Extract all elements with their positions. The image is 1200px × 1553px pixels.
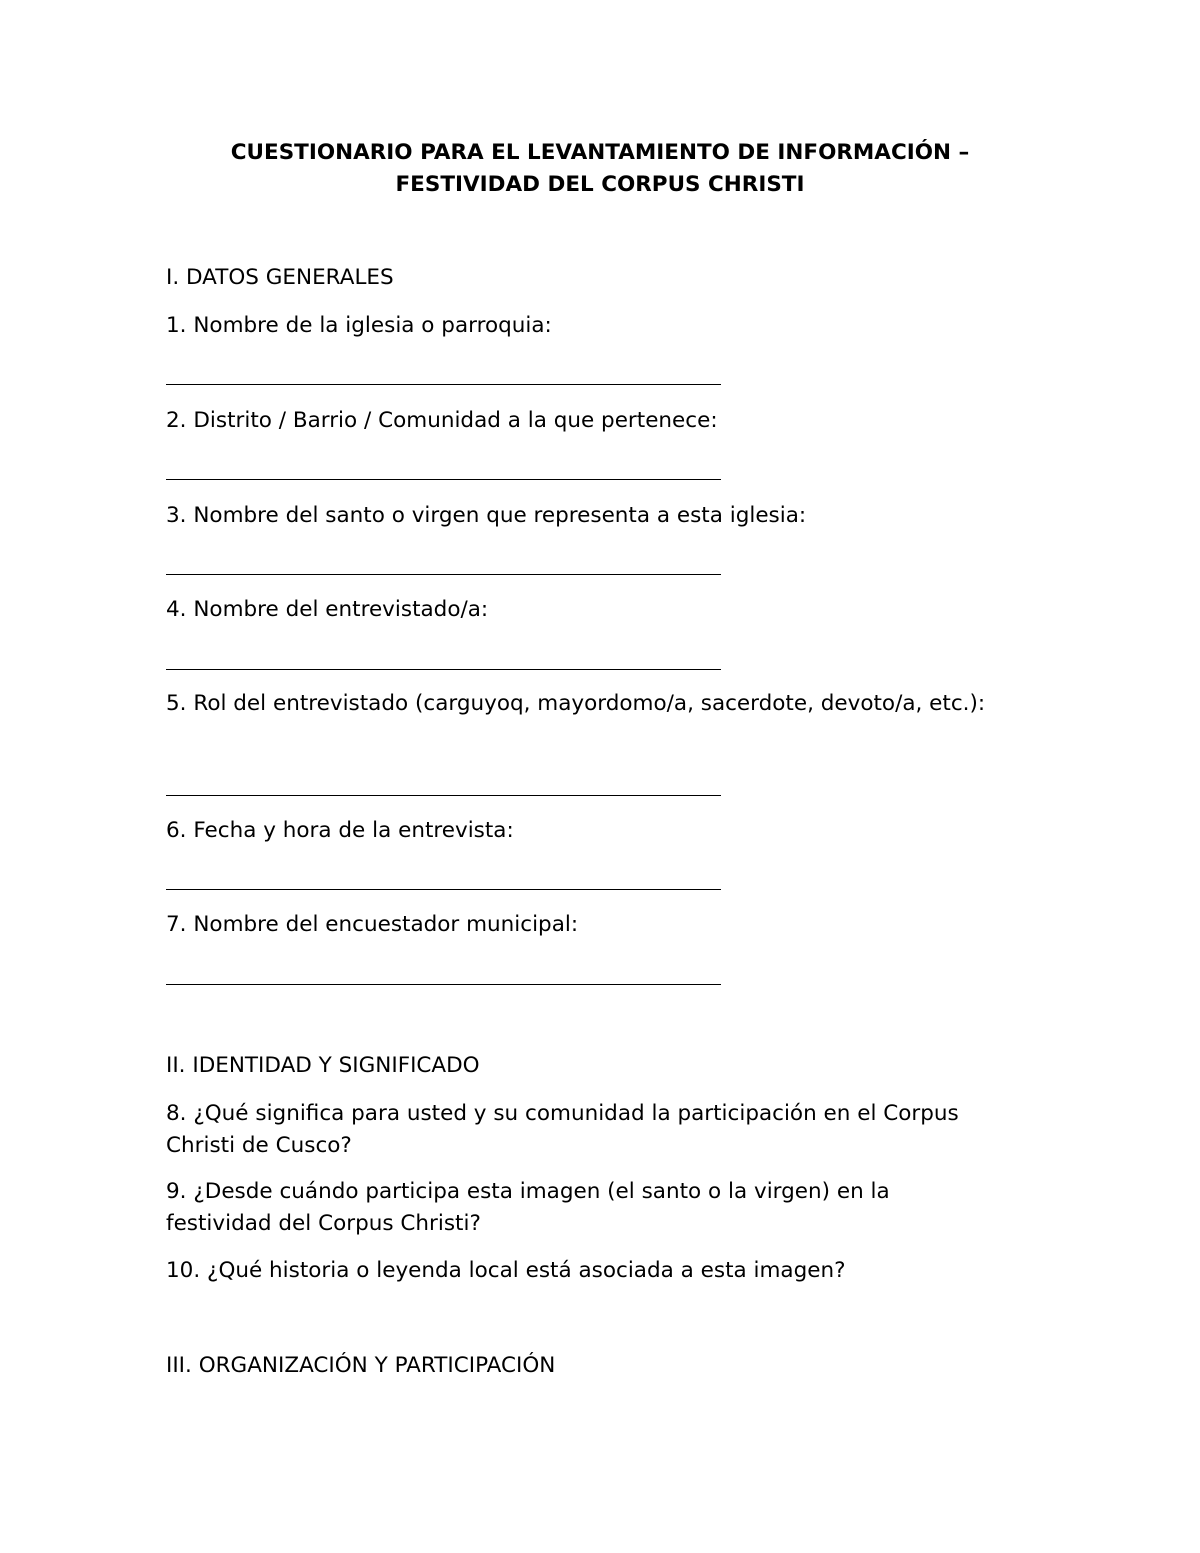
page-title-line-1: CUESTIONARIO PARA EL LEVANTAMIENTO DE INFORMACIÓN – xyxy=(230,140,970,165)
question-1: 1. Nombre de la iglesia o parroquia: xyxy=(166,313,552,338)
section-heading-organizacion-y-participacion: III. ORGANIZACIÓN Y PARTICIPACIÓN xyxy=(166,1353,556,1378)
question-10: 10. ¿Qué historia o leyenda local está asociada a esta imagen? xyxy=(166,1258,846,1283)
question-9: 9. ¿Desde cuándo participa esta imagen (el santo o la virgen) en la festividad del Corpus Christi? xyxy=(166,1179,890,1236)
question-8: 8. ¿Qué significa para usted y su comunidad la participación en el Corpus Christi de Cusco? xyxy=(166,1101,959,1158)
question-4: 4. Nombre del entrevistado/a: xyxy=(166,597,489,622)
question-3: 3. Nombre del santo o virgen que representa a esta iglesia: xyxy=(166,503,807,528)
section-heading-datos-generales: I. DATOS GENERALES xyxy=(166,265,394,290)
answer-line-4[interactable] xyxy=(166,669,721,670)
question-5: 5. Rol del entrevistado (carguyoq, mayordomo/a, sacerdote, devoto/a, etc.): xyxy=(166,691,986,716)
answer-line-3[interactable] xyxy=(166,574,721,575)
question-2: 2. Distrito / Barrio / Comunidad a la que pertenece: xyxy=(166,408,718,433)
answer-line-5[interactable] xyxy=(166,795,721,796)
question-7: 7. Nombre del encuestador municipal: xyxy=(166,912,579,937)
answer-line-2[interactable] xyxy=(166,479,721,480)
question-6: 6. Fecha y hora de la entrevista: xyxy=(166,818,514,843)
answer-line-6[interactable] xyxy=(166,889,721,890)
section-heading-identidad-y-significado: II. IDENTIDAD Y SIGNIFICADO xyxy=(166,1053,480,1078)
answer-line-1[interactable] xyxy=(166,384,721,385)
page-title-line-2: FESTIVIDAD DEL CORPUS CHRISTI xyxy=(395,172,805,197)
answer-line-7[interactable] xyxy=(166,984,721,985)
